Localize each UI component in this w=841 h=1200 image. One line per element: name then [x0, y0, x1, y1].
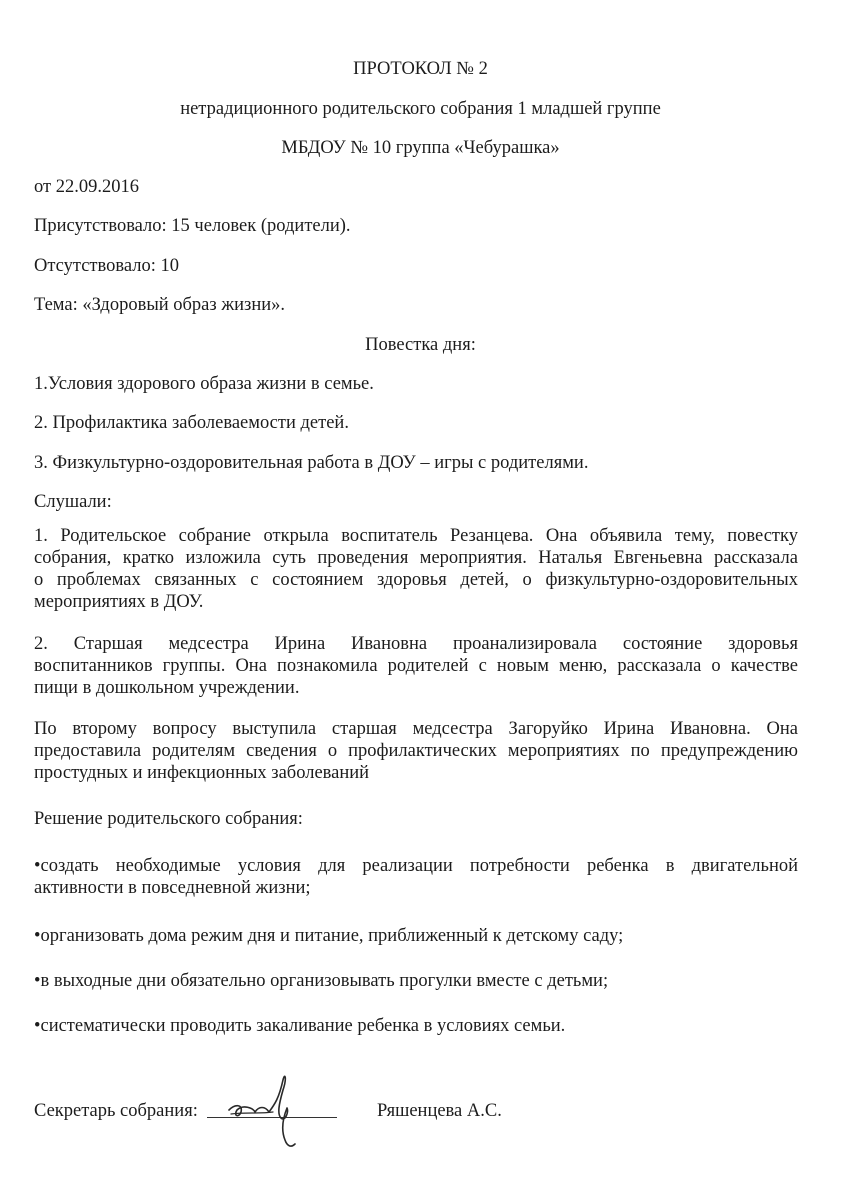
secretary-name: Ряшенцева А.С. — [377, 1101, 502, 1121]
listened-heading: Слушали: — [34, 492, 112, 512]
agenda-heading: Повестка дня: — [365, 335, 476, 355]
paragraph-line: о проблемах связанных с состоянием здоровья детей, о физкультурно-оздоровительных — [34, 570, 798, 590]
paragraph-line: пищи в дошкольном учреждении. — [34, 678, 300, 698]
paragraph-line: мероприятиях в ДОУ. — [34, 592, 204, 612]
paragraph-line: 2. Старшая медсестра Ирина Ивановна проанализировала состояние здоровья — [34, 634, 798, 654]
decision-item: •в выходные дни обязательно организовывать прогулки вместе с детьми; — [34, 971, 609, 991]
paragraph-line: простудных и инфекционных заболеваний — [34, 763, 370, 783]
paragraph-line: •создать необходимые условия для реализации потребности ребенка в двигательной — [34, 856, 798, 876]
paragraph-line: По второму вопросу выступила старшая медсестра Загоруйко Ирина Ивановна. Она — [34, 719, 798, 739]
paragraph-line: воспитанников группы. Она познакомила родителей с новым меню, рассказала о качестве — [34, 656, 798, 676]
report-paragraph-3 — [34, 718, 798, 784]
report-paragraph-1 — [34, 525, 798, 613]
agenda-item: 1.Условия здорового образа жизни в семье. — [34, 374, 374, 394]
attendance-absent: Отсутствовало: 10 — [34, 256, 179, 276]
paragraph-line: 1. Родительское собрание открыла воспитатель Резанцева. Она объявила тему, повестку — [34, 526, 798, 546]
decision-item: •систематически проводить закаливание ребенка в условиях семьи. — [34, 1016, 566, 1036]
attendance-present: Присутствовало: 15 человек (родители). — [34, 216, 351, 236]
secretary-label: Секретарь собрания: — [34, 1101, 198, 1121]
meeting-topic: Тема: «Здоровый образ жизни». — [34, 295, 285, 315]
decision-item — [34, 855, 798, 899]
protocol-title: ПРОТОКОЛ № 2 — [353, 59, 488, 79]
decision-heading: Решение родительского собрания: — [34, 809, 303, 829]
agenda-item: 2. Профилактика заболеваемости детей. — [34, 413, 349, 433]
paragraph-line: активности в повседневной жизни; — [34, 878, 311, 898]
paragraph-line: собрания, кратко изложила суть проведения мероприятия. Наталья Евгеньевна рассказала — [34, 548, 798, 568]
decision-item: •организовать дома режим дня и питание, приближенный к детскому саду; — [34, 926, 624, 946]
paragraph-line: предоставила родителям сведения о профилактических мероприятиях по предупреждению — [34, 741, 798, 761]
handwritten-signature — [225, 1068, 305, 1153]
institution-line: МБДОУ № 10 группа «Чебурашка» — [281, 138, 560, 158]
meeting-date: от 22.09.2016 — [34, 177, 139, 197]
agenda-item: 3. Физкультурно-оздоровительная работа в ДОУ – игры с родителями. — [34, 453, 589, 473]
report-paragraph-2 — [34, 633, 798, 699]
protocol-subtitle: нетрадиционного родительского собрания 1 младшей группе — [180, 99, 661, 119]
